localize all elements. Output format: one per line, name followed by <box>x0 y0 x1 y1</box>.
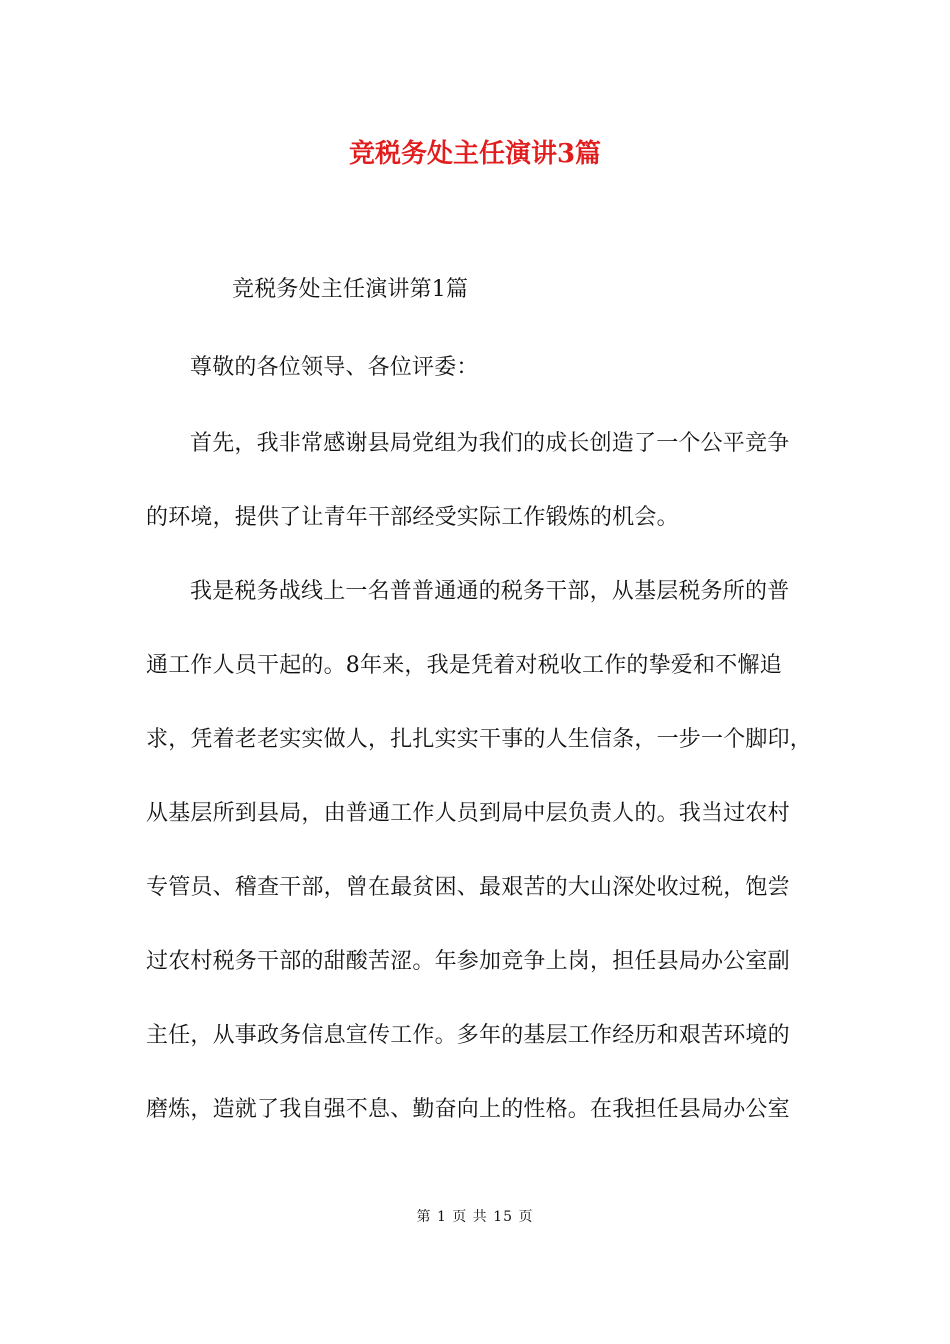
document-title: 竞税务处主任演讲3篇 <box>348 139 602 169</box>
paragraph-line: 主任，从事政务信息宣传工作。多年的基层工作经历和艰苦环境的 <box>146 1023 790 1048</box>
paragraph-line: 的环境，提供了让青年干部经受实际工作锻炼的机会。 <box>146 505 679 530</box>
page-number-footer: 第 1 页 共 15 页 <box>416 1209 534 1225</box>
paragraph-line: 从基层所到县局，由普通工作人员到局中层负责人的。我当过农村 <box>146 801 790 826</box>
paragraph-line: 首先，我非常感谢县局党组为我们的成长创造了一个公平竞争 <box>190 431 790 456</box>
section-heading: 竞税务处主任演讲第1篇 <box>232 277 469 302</box>
paragraph-line: 求，凭着老老实实做人，扎扎实实干事的人生信条，一步一个脚印， <box>146 727 813 752</box>
paragraph-line: 专管员、稽查干部，曾在最贫困、最艰苦的大山深处收过税，饱尝 <box>146 875 790 900</box>
salutation: 尊敬的各位领导、各位评委： <box>190 355 479 380</box>
paragraph-line: 磨炼，造就了我自强不息、勤奋向上的性格。在我担任县局办公室 <box>146 1097 790 1122</box>
paragraph-line: 过农村税务干部的甜酸苦涩。年参加竞争上岗，担任县局办公室副 <box>146 949 790 974</box>
paragraph-line: 我是税务战线上一名普普通通的税务干部，从基层税务所的普 <box>190 579 790 604</box>
paragraph-line: 通工作人员干起的。8年来，我是凭着对税收工作的挚爱和不懈追 <box>146 653 782 678</box>
